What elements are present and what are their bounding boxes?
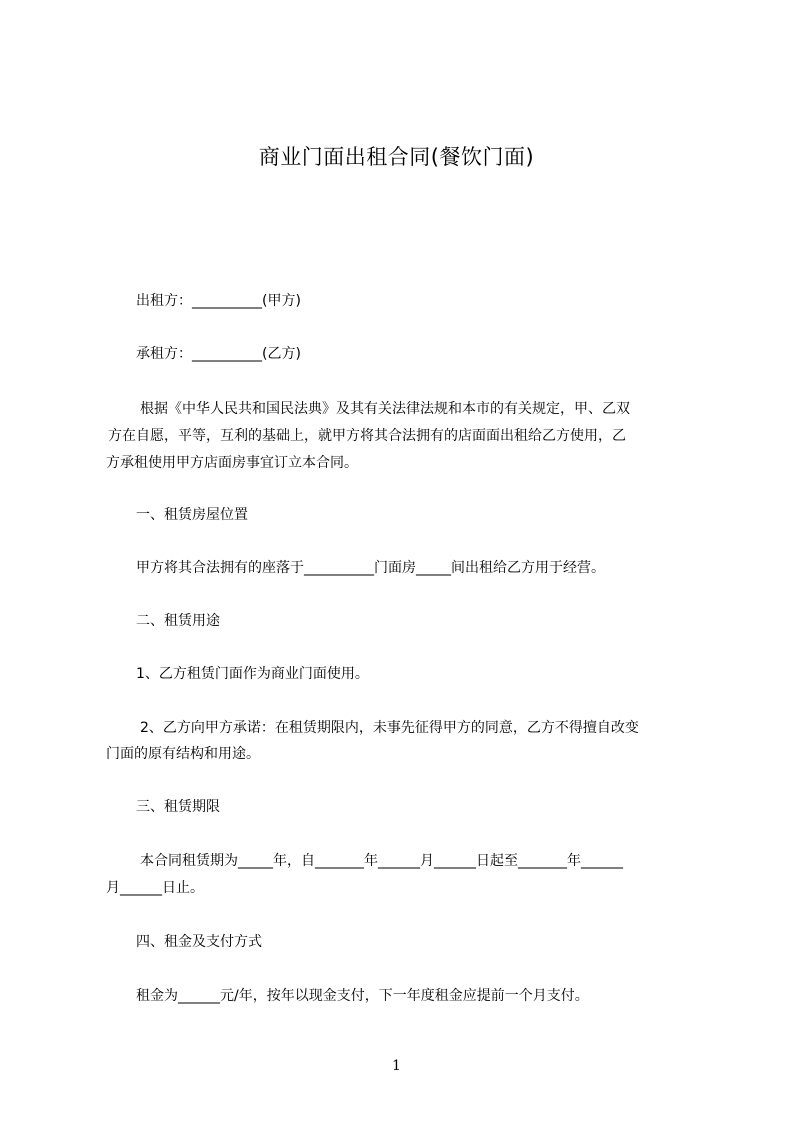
page-number: 1 bbox=[392, 1058, 401, 1074]
section-heading-rent: 四、租金及支付方式 bbox=[136, 934, 262, 950]
lessor-line: 出租方：__________(甲方) bbox=[136, 293, 301, 309]
usage-item-2-line-2: 门面的原有结构和用途。 bbox=[106, 746, 260, 762]
intro-line-3: 方承租使用甲方店面房事宜订立本合同。 bbox=[106, 455, 358, 471]
term-line-1: 本合同租赁期为_____年，自_______年______月______日起至_______年______ bbox=[140, 853, 623, 869]
intro-line-1: 根据《中华人民共和国民法典》及其有关法律法规和本市的有关规定，甲、乙双 bbox=[140, 401, 630, 417]
section-heading-usage: 二、租赁用途 bbox=[136, 613, 220, 629]
document-title: 商业门面出租合同(餐饮门面) bbox=[258, 145, 535, 169]
usage-item-2-line-1: 2、乙方向甲方承诺：在租赁期限内，未事先征得甲方的同意，乙方不得擅自改变 bbox=[140, 720, 639, 736]
section-heading-term: 三、租赁期限 bbox=[136, 799, 220, 815]
intro-line-2: 方在自愿，平等，互利的基础上，就甲方将其合法拥有的店面面出租给乙方使用，乙 bbox=[108, 428, 626, 444]
term-line-2: 月______日止。 bbox=[106, 880, 204, 896]
section-heading-location: 一、租赁房屋位置 bbox=[136, 507, 248, 523]
usage-item-1: 1、乙方租赁门面作为商业门面使用。 bbox=[136, 666, 369, 682]
section-body-location: 甲方将其合法拥有的座落于__________门面房_____间出租给乙方用于经营。 bbox=[136, 560, 605, 576]
lessee-line: 承租方：__________(乙方) bbox=[136, 346, 301, 362]
section-body-rent: 租金为______元/年，按年以现金支付，下一年度租金应提前一个月支付。 bbox=[136, 988, 589, 1004]
